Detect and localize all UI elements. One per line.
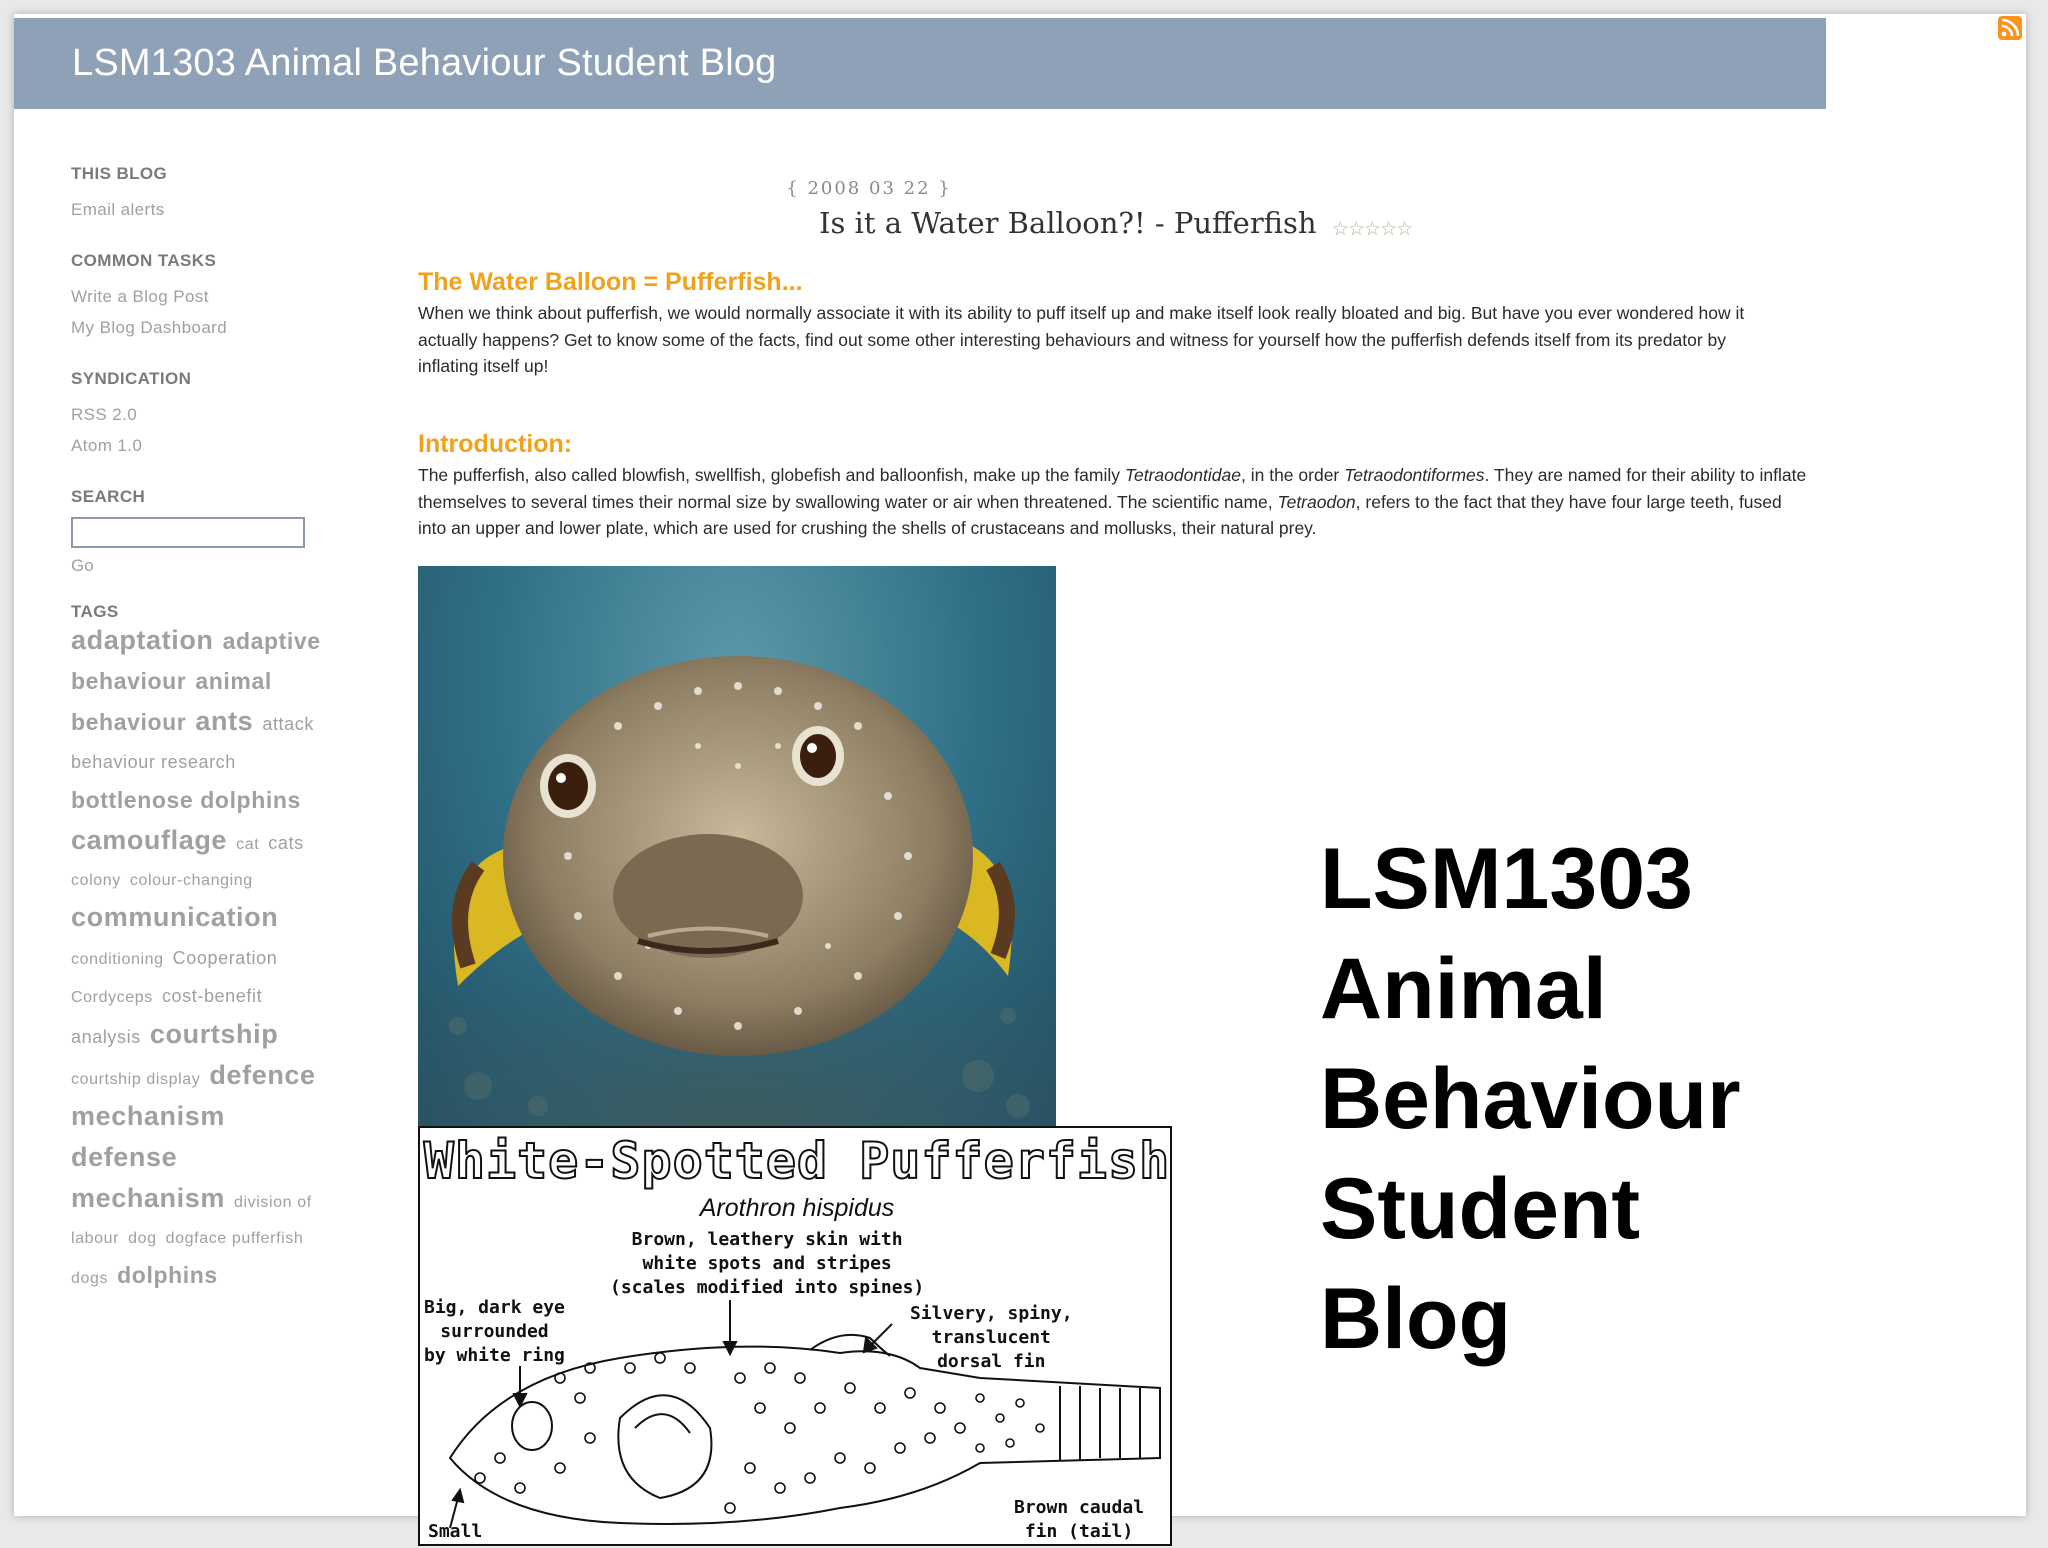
section-text-introduction: The pufferfish, also called blowfish, swellfish, globefish and balloonfish, make up the family Tetraodontidae, in the order Tetraodontiformes. They are named for their ability to inflate themselves to several times their normal size by swallowing water or air when threatened. The scientific name, Tetraodon, refers to the fact that they have four large teeth, fused into an upper and lower plate, which are used for crushing the shells of crustaceans and mollusks, their natural prey.	[418, 465, 1807, 538]
blog-header	[14, 18, 1826, 109]
search-heading: SEARCH	[71, 487, 146, 506]
tag-link[interactable]: dogs	[71, 1270, 109, 1287]
pufferfish-diagram	[418, 1126, 1172, 1546]
tag-link[interactable]: adaptation	[71, 625, 214, 655]
tag-link[interactable]: cat	[236, 836, 260, 853]
tag-link[interactable]: attack behaviour research	[71, 714, 314, 772]
star-icon[interactable]: ☆	[1379, 218, 1396, 240]
section-text-water-balloon: When we think about pufferfish, we would normally associate it with its ability to puff itself up and make itself look really bloated and big. But have you ever wondered how it actually happens? Get to know some of the facts, find out some other interesting behaviours and witness for yourself how the pufferfish defends itself from its predator by inflating itself up!	[418, 303, 1745, 376]
tag-link[interactable]: adaptive behaviour	[71, 628, 321, 694]
diagram-label-small: Small	[428, 1521, 483, 1542]
rating-stars[interactable]	[1332, 208, 1412, 242]
diagram-label-eye: Big, dark eye surrounded by white ring	[424, 1297, 565, 1366]
tags-section	[71, 602, 326, 1297]
overlay-line: Animal	[1320, 941, 1607, 1037]
sidebar	[71, 164, 326, 1323]
tag-link[interactable]: division of labour	[71, 1194, 312, 1247]
common-tasks-section	[71, 251, 326, 343]
tag-link[interactable]: colony	[71, 872, 121, 889]
search-section	[71, 487, 326, 576]
diagram-title: White-Spotted Pufferfish	[423, 1132, 1171, 1190]
tag-cloud	[71, 622, 321, 1297]
tag-link[interactable]: dog	[128, 1230, 157, 1247]
tag-link[interactable]: courtship display	[71, 1071, 201, 1088]
overlay-line: Behaviour	[1320, 1051, 1741, 1147]
tag-link[interactable]: communication	[71, 902, 279, 932]
tag-link[interactable]: defense mechanism	[71, 1142, 225, 1213]
tag-link[interactable]: dolphins	[117, 1262, 218, 1288]
atom-link[interactable]: Atom 1.0	[71, 436, 143, 455]
tags-heading: TAGS	[71, 602, 119, 621]
tag-link[interactable]: colour-changing	[129, 872, 253, 889]
tag-link[interactable]: Cooperation	[172, 948, 278, 968]
search-input[interactable]	[71, 517, 305, 548]
tag-link[interactable]: Cordyceps	[71, 989, 153, 1006]
tag-link[interactable]: conditioning	[71, 951, 164, 968]
diagram-label-fin: Silvery, spiny, translucent dorsal fin	[910, 1303, 1073, 1372]
email-alerts-link[interactable]: Email alerts	[71, 200, 165, 219]
write-post-link[interactable]: Write a Blog Post	[71, 287, 209, 306]
star-icon[interactable]: ☆	[1363, 218, 1380, 240]
star-icon[interactable]: ☆	[1331, 218, 1348, 240]
pufferfish-photo	[418, 566, 1056, 1126]
tag-link[interactable]: cats	[268, 833, 304, 853]
post-title-text[interactable]: Is it a Water Balloon?! - Pufferfish	[819, 206, 1317, 240]
diagram-label-caudal: Brown caudal fin (tail)	[1014, 1497, 1145, 1542]
rss-feed-icon[interactable]	[1998, 16, 2022, 40]
tag-link[interactable]: bottlenose dolphins	[71, 787, 301, 813]
section-heading-introduction: Introduction:	[418, 430, 573, 458]
post-title	[819, 206, 1412, 242]
diagram-label-skin: Brown, leathery skin with white spots and stripes (scales modified into spines)	[610, 1229, 925, 1298]
syndication-section	[71, 369, 326, 461]
diagram-scientific-name: Arothron hispidus	[699, 1194, 895, 1222]
rss-link[interactable]: RSS 2.0	[71, 405, 138, 424]
tag-link[interactable]: defence mechanism	[71, 1060, 316, 1131]
overlay-line: LSM1303	[1320, 831, 1693, 927]
star-icon[interactable]: ☆	[1396, 218, 1413, 240]
section-heading-water-balloon: The Water Balloon = Pufferfish...	[418, 268, 803, 296]
common-tasks-heading: COMMON TASKS	[71, 251, 217, 270]
overlay-line: Blog	[1320, 1271, 1512, 1367]
overlay-line: Student	[1320, 1161, 1641, 1257]
syndication-heading: SYNDICATION	[71, 369, 192, 388]
star-icon[interactable]: ☆	[1347, 218, 1364, 240]
tag-link[interactable]: cost-benefit analysis	[71, 986, 263, 1047]
dashboard-link[interactable]: My Blog Dashboard	[71, 318, 228, 337]
blog-page	[14, 14, 2026, 1542]
search-go-button[interactable]: Go	[71, 556, 94, 575]
blog-name-overlay	[1320, 824, 1880, 1374]
tag-link[interactable]: courtship	[149, 1019, 279, 1049]
blog-title[interactable]: LSM1303 Animal Behaviour Student Blog	[72, 42, 777, 84]
tag-link[interactable]: dogface pufferfish	[165, 1230, 304, 1247]
post-date: { 2008 03 22 }	[786, 178, 952, 199]
tag-link[interactable]: ants	[195, 706, 254, 736]
pufferfish-illustration	[418, 566, 1056, 1126]
tag-link[interactable]: camouflage	[71, 825, 228, 855]
tag-link[interactable]: animal behaviour	[71, 668, 272, 735]
this-blog-heading: THIS BLOG	[71, 164, 168, 183]
